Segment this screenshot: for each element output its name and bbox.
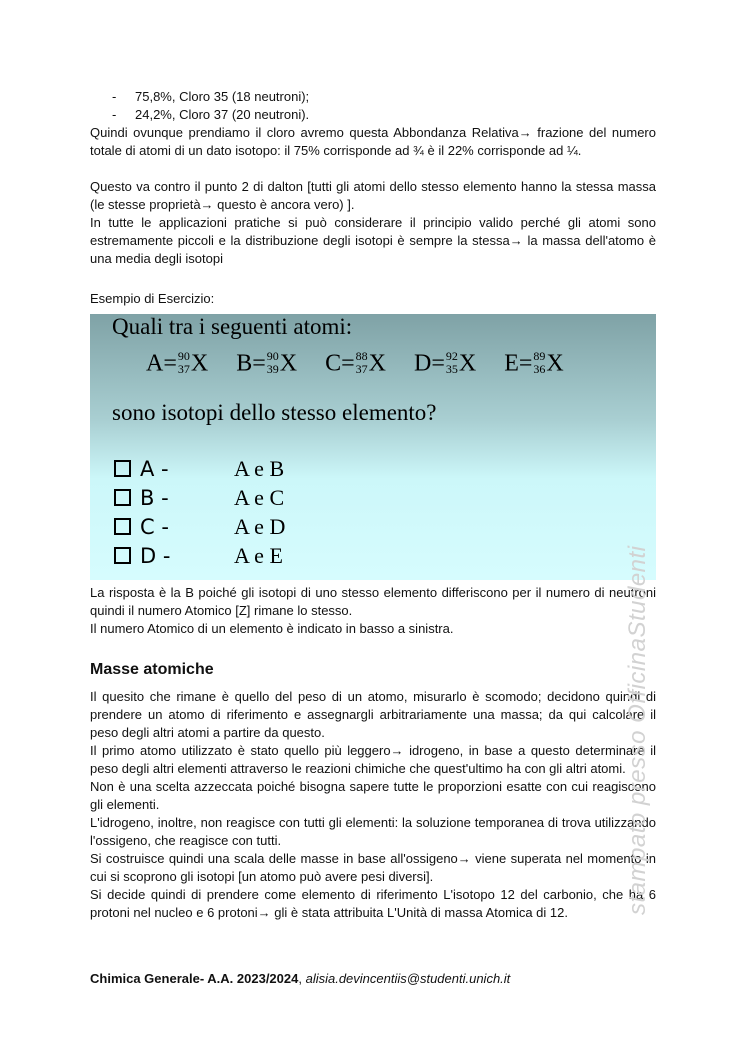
paragraph: Non è una scelta azzeccata poiché bisogna sapere tutte le proporzioni esatte con cui reagiscono gli elementi. — [90, 779, 656, 812]
checkbox-icon — [114, 518, 131, 535]
paragraph: L'idrogeno, inoltre, non reagisce con tutti gli elementi: la soluzione temporanea di trova utilizzando l'ossigeno, che reagisce con tutti. — [90, 815, 656, 848]
option-c: C - A e D — [114, 518, 210, 536]
paragraph: In tutte le applicazioni pratiche si può considerare il principio valido perché gli atomi sono estremamente piccoli e la distribuzione degli isotopi è sempre la stessa→ la massa dell'atomo è una media degli isotopi — [90, 215, 656, 266]
checkbox-icon — [114, 547, 131, 564]
checkbox-icon — [114, 489, 131, 506]
slide-question-line1: Quali tra i seguenti atomi: — [112, 314, 353, 339]
paragraph: La risposta è la B poiché gli isotopi di uno stesso elemento differiscono per il numero di neutroni quindi il numero Atomico [Z] rimane lo stesso. — [90, 585, 656, 618]
paragraph: Si decide quindi di prendere come elemento di riferimento L'isotopo 12 del carbonio, che ha 6 protoni nel nucleo e 6 protoni→ gli è stata attribuita L'Unità di massa Atomica di 12. — [90, 887, 656, 920]
atom-b: B= 90 39 X — [236, 349, 298, 377]
list-item-text: 75,8%, Cloro 35 (18 neutroni); — [135, 89, 310, 104]
footer-course: Chimica Generale- A.A. 2023/2024 — [90, 971, 299, 986]
page-footer — [90, 971, 510, 986]
option-b: B - A e C — [114, 489, 210, 507]
atom-e: E= 89 36 X — [504, 349, 564, 377]
paragraph: Questo va contro il punto 2 di dalton [tutti gli atomi dello stesso elemento hanno la stessa massa (le stesse proprietà→ questo è ancora vero) ]. — [90, 179, 656, 212]
atom-d: D= 92 35 X — [414, 349, 477, 377]
example-label: Esempio di Esercizio: — [90, 291, 215, 306]
exercise-slide-image — [90, 314, 656, 580]
atom-c: C= 88 37 X — [325, 349, 386, 377]
checkbox-icon — [114, 460, 131, 477]
paragraph: Quindi ovunque prendiamo il cloro avremo questa Abbondanza Relativa→ frazione del numero totale di atomi di un dato isotopo: il 75% corrisponde ad ¾ è il 22% corrisponde ad ¼. — [90, 125, 656, 158]
option-d: D - A e E — [114, 547, 210, 565]
paragraph: Il numero Atomico di un elemento è indicato in basso a sinistra. — [90, 621, 454, 636]
document-body — [90, 88, 656, 922]
footer-separator: , — [298, 971, 306, 986]
bullet-dash: - — [112, 89, 117, 104]
footer-email: alisia.devincentiis@studenti.unich.it — [305, 971, 511, 986]
slide-question-line2: sono isotopi dello stesso elemento? — [112, 400, 437, 425]
list-item — [90, 106, 656, 124]
paragraph: Si costruisce quindi una scala delle masse in base all'ossigeno→ viene superata nel momento in cui si scoprono gli isotopi [un atomo può avere pesi diversi]. — [90, 851, 656, 884]
section-title: Masse atomiche — [90, 661, 214, 678]
atom-a: A= 90 37 X — [146, 349, 209, 377]
paragraph: Il primo atomo utilizzato è stato quello più leggero→ idrogeno, in base a questo determinare il peso degli altri elementi attraverso le reazioni chimiche che quest'ultimo ha con gli altri atomi. — [90, 743, 656, 776]
bullet-dash: - — [112, 107, 117, 122]
list-item — [90, 88, 656, 106]
atoms-row — [146, 349, 586, 378]
watermark: stampato presso OfficinaStudenti — [624, 545, 651, 915]
option-a: A - A e B — [114, 460, 210, 478]
paragraph: Il quesito che rimane è quello del peso di un atomo, misurarlo è scomodo; decidono quindi di prendere un atomo di riferimento e assegnargli arbitrariamente una massa; da qui calcolare il peso degli altri atomi a partire da questo. — [90, 689, 656, 740]
list-item-text: 24,2%, Cloro 37 (20 neutroni). — [135, 107, 310, 122]
